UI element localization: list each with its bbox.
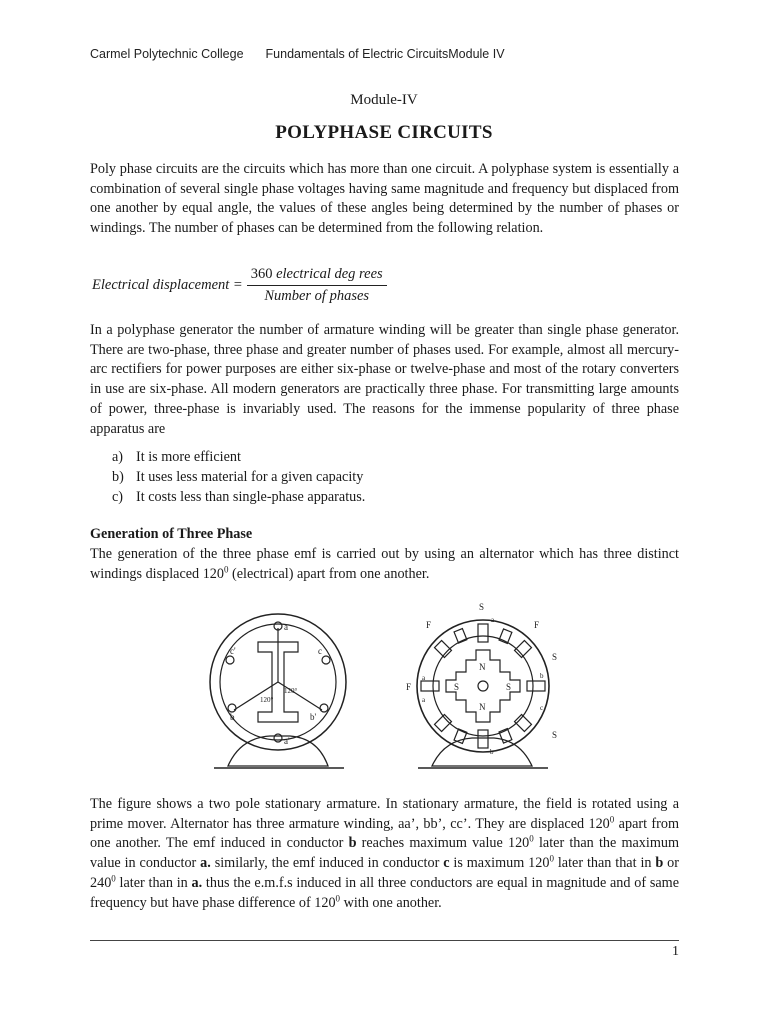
list-item (112, 447, 365, 467)
text-run: apart from one another. The emf induced in conductor (90, 815, 680, 852)
section-heading: Generation of Three Phase (90, 526, 253, 542)
text-run: thus the e.m.f.s induced in all three conductors are equal in magnitude and of same frequency but have phase difference of 120 (90, 874, 679, 911)
text-run: The generation of the three phase emf is carried out by using an alternator which has three distinct windings displaced 120 (90, 546, 679, 582)
degree-sup: 0 (111, 873, 116, 884)
module-label: Module-IV (350, 92, 418, 108)
text-run: The figure shows a two pole stationary armature. In stationary armature, the field is rotated using a prime mover. Alternator has three armature winding, aa’, bb’, cc’. They are displaced 120 (90, 796, 679, 832)
figure-label: a (422, 674, 426, 682)
text-run: similarly, the emf induced in conductor (210, 855, 444, 872)
figure-label: F (426, 620, 432, 630)
text-run: or 240 (90, 855, 679, 891)
list-text: It uses less material for a given capacity (136, 469, 364, 485)
college-name: Carmel Polytechnic College (90, 47, 244, 61)
formula-fraction (247, 266, 387, 305)
text-run: with one another. (340, 894, 442, 911)
conductor (228, 704, 236, 712)
figure-label: a' (284, 736, 290, 746)
figure-label: F (534, 620, 540, 630)
text-run: later than that in (553, 855, 656, 872)
list-item (112, 487, 365, 507)
figure-label: S (454, 682, 460, 692)
text-run: later than the maximum value in conductor (90, 835, 679, 872)
figure-label: b (490, 748, 494, 756)
text-run: later than in (115, 874, 192, 891)
figure-label: c' (230, 646, 236, 656)
bold-run: c (443, 855, 450, 872)
page-number: 1 (672, 944, 679, 959)
figure-label: b (540, 672, 544, 680)
degree-sup: 0 (609, 813, 615, 824)
figure-label: S (552, 730, 558, 740)
figure-label: b' (310, 712, 317, 722)
displacement-formula (92, 266, 387, 305)
degree-sup: 0 (223, 563, 229, 574)
stationary-armature-diagram (210, 614, 346, 768)
figure-label: S (552, 652, 558, 662)
right-outer-ring (417, 620, 549, 752)
figure-label: 120° (284, 687, 298, 695)
alternator-figures (200, 598, 580, 790)
footer-divider (90, 940, 679, 941)
right-inner-ring (433, 636, 533, 736)
figure-label: F (406, 682, 412, 692)
bold-run: a. (200, 855, 211, 872)
page-header (90, 47, 505, 61)
armature-paragraph (90, 795, 679, 913)
list-marker: b) (112, 469, 124, 485)
right-shaft (478, 681, 488, 691)
conductor (274, 734, 282, 742)
conductor (320, 704, 328, 712)
conductor (226, 656, 234, 664)
bold-run: b (348, 835, 357, 852)
figure-label: b (230, 712, 235, 722)
generation-paragraph (90, 545, 679, 584)
page-title: POLYPHASE CIRCUITS (275, 122, 493, 143)
list-item (112, 467, 365, 487)
reasons-list (112, 447, 365, 507)
formula-lhs: Electrical displacement = (92, 277, 243, 293)
figure-label: a (284, 622, 288, 632)
stator-slot (478, 624, 488, 642)
formula-numerator-value: 360 (250, 266, 273, 282)
figure-label: c (540, 704, 544, 712)
figure-label: a (491, 616, 495, 624)
degree-sup: 0 (549, 853, 554, 864)
stator-slot (527, 681, 545, 691)
polyphase-paragraph: In a polyphase generator the number of armature winding will be greater than single phase generator. There are two-phase, three phase and greater number of phases used. For example, almost all mercury-arc rectifiers for power purposes are either six-phase or twelve-phase and most of the rotary converters in use are six-phase. All modern generators are practically three phase. For transmitting large amounts of power, three-phase is invariably used. The reasons for the immense popularity of three phase apparatus are (90, 322, 679, 437)
formula-numerator (247, 266, 387, 286)
text-run: (electrical) apart from one another. (228, 565, 430, 582)
figure-label: 120° (260, 696, 274, 704)
figure-label: c (318, 646, 322, 656)
figure-label: S (506, 682, 512, 692)
conductor (322, 656, 330, 664)
formula-numerator-text: electrical deg rees (276, 266, 383, 282)
stator-slot (478, 730, 488, 748)
figure-label: N (479, 702, 486, 712)
list-marker: a) (112, 449, 124, 465)
intro-paragraph: Poly phase circuits are the circuits which has more than one circuit. A polyphase system is essentially a combination of several single phase voltages having same magnitude and frequency but displaced from one another by equal angle, the values of these angles being determined by the number of phases or windings. The number of phases can be determined from the following relation. (90, 161, 679, 237)
list-text: It is more efficient (136, 449, 241, 465)
stator-slot (421, 681, 439, 691)
course-name: Fundamentals of Electric CircuitsModule IV (265, 47, 505, 61)
text-run: reaches maximum value 120 (356, 835, 530, 852)
bold-run: a. (191, 874, 203, 891)
degree-sup: 0 (529, 833, 534, 844)
degree-sup: 0 (335, 892, 341, 903)
bold-run: b (655, 855, 664, 872)
list-marker: c) (112, 489, 124, 505)
text-run: is maximum 120 (449, 855, 550, 872)
figure-label: S (479, 602, 485, 612)
figure-label: N (479, 662, 486, 672)
formula-denominator: Number of phases (264, 288, 370, 304)
figure-label: a (422, 696, 426, 704)
rotating-field-diagram (417, 620, 549, 768)
list-text: It costs less than single-phase apparatus. (136, 489, 366, 505)
